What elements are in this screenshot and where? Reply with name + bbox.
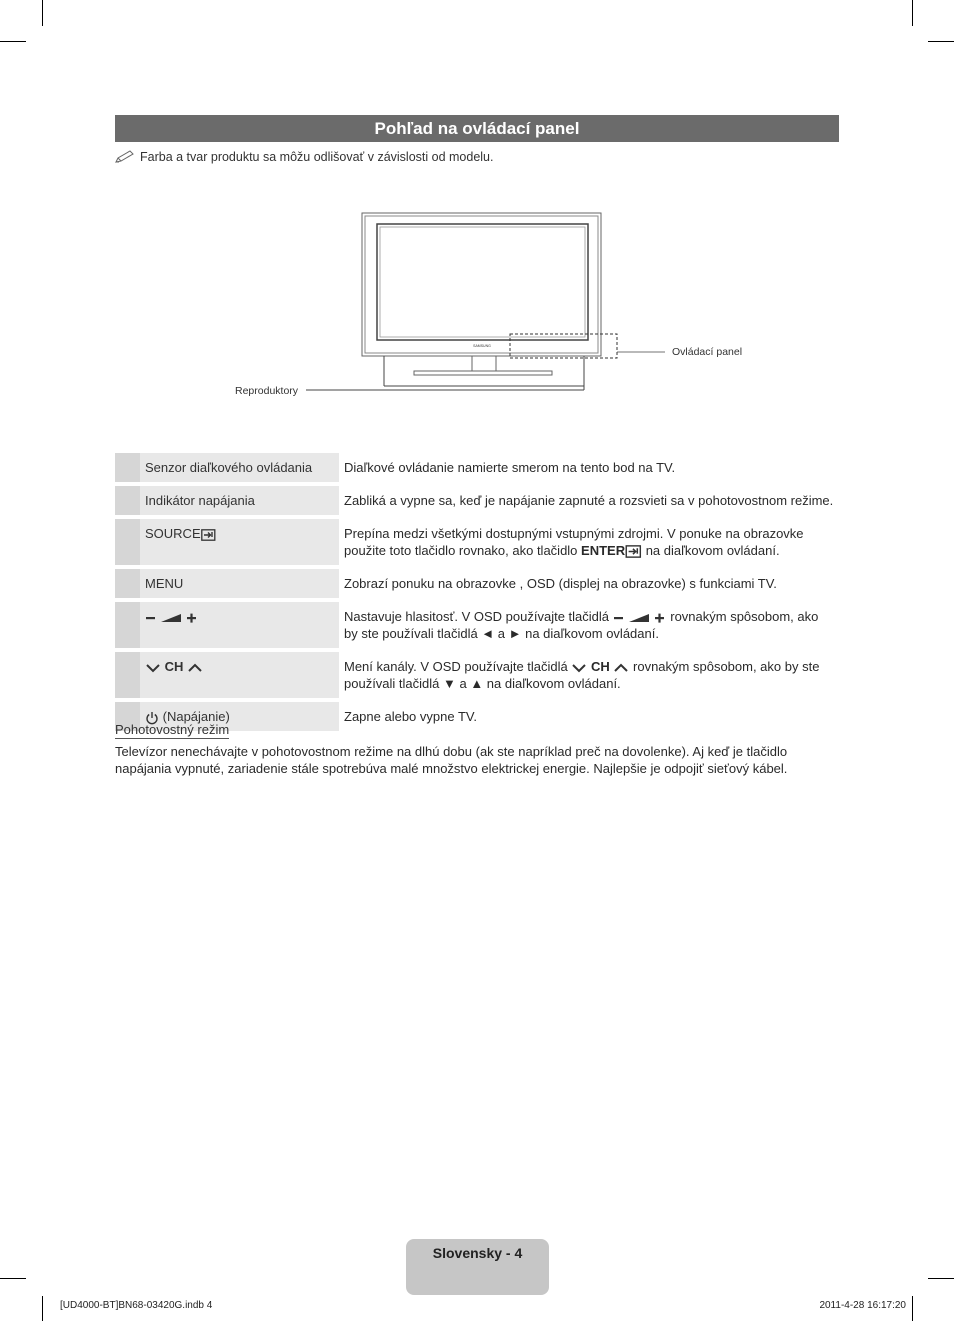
- footer-file: [UD4000-BT]BN68-03420G.indb 4: [60, 1300, 213, 1311]
- crop-mark: [0, 41, 26, 42]
- chevron-up-icon: [613, 662, 629, 674]
- enter-label: ENTER: [581, 543, 626, 558]
- source-icon: [201, 529, 216, 541]
- crop-mark: [912, 0, 913, 26]
- part-desc: Mení kanály. V OSD používajte tlačidlá CH rovnakým spôsobom, ako by ste používali tlačidlá ▼ a ▲ na diaľkovom ovládaní.: [339, 652, 839, 698]
- table-row: [115, 486, 839, 515]
- table-row: [115, 569, 839, 598]
- pencil-icon: [115, 150, 137, 164]
- part-desc: Zapne alebo vypne TV.: [339, 702, 839, 731]
- part-desc: Nastavuje hlasitosť. V OSD používajte tlačidlá rovnakým spôsobom, ako by ste používali tlačidlá ◄ a ► na diaľkovom ovládaní.: [339, 602, 839, 648]
- part-name: (Napájanie): [140, 702, 339, 731]
- part-name: MENU: [140, 569, 339, 598]
- table-row: [115, 602, 839, 648]
- part-name: Indikátor napájania: [140, 486, 339, 515]
- crop-mark: [42, 0, 43, 26]
- part-desc: Diaľkové ovládanie namierte smerom na tento bod na TV.: [339, 453, 839, 482]
- enter-icon: [625, 545, 642, 558]
- standby-heading: Pohotovostný režim: [115, 722, 230, 737]
- control-panel-label: Ovládací panel: [672, 346, 743, 358]
- crop-mark: [42, 1296, 43, 1321]
- crop-mark: [928, 41, 954, 42]
- part-desc: Zobrazí ponuku na obrazovke , OSD (displej na obrazovke) s funkciami TV.: [339, 569, 839, 598]
- source-label: SOURCE: [145, 526, 201, 541]
- part-name: [140, 602, 339, 648]
- ch-label: CH: [164, 659, 184, 674]
- chevron-down-icon: [145, 662, 161, 674]
- standby-text: Televízor nenechávajte v pohotovostnom režime na dlhú dobu (ak ste napríklad preč na dovolenke). Aj keď je tlačidlo napájania vypnuté, zariadenie stále spotrebúva malé množstvo elektrickej energie. Najlepšie je odpojiť sieťový kábel.: [115, 744, 788, 776]
- crop-mark: [928, 1278, 954, 1279]
- volume-icon: [613, 612, 667, 624]
- note-text: Farba a tvar produktu sa môžu odlišovať v závislosti od modelu.: [140, 150, 494, 164]
- table-row: [115, 519, 839, 565]
- page-title: Pohľad na ovládací panel: [115, 115, 839, 142]
- chevron-down-icon: [571, 662, 587, 674]
- part-desc: Prepína medzi všetkými dostupnými vstupnými zdrojmi. V ponuke na obrazovke použite toto tlačidlo rovnako, ako tlačidlo ENTER na diaľkovom ovládaní.: [339, 519, 839, 565]
- speakers-label: Reproduktory: [235, 385, 299, 397]
- tv-diagram: [0, 0, 954, 420]
- part-name: Senzor diaľkového ovládania: [140, 453, 339, 482]
- volume-icon: [145, 612, 199, 624]
- control-panel-table: [115, 449, 839, 735]
- page-number-tab: Slovensky - 4: [406, 1239, 549, 1295]
- part-name: [140, 519, 339, 565]
- part-desc: Zabliká a vypne sa, keď je napájanie zapnuté a rozsvieti sa v pohotovostnom režime.: [339, 486, 839, 515]
- footer-timestamp: 2011-4-28 16:17:20: [819, 1300, 906, 1311]
- brand-logo: SAMSUNG: [473, 344, 491, 348]
- note: [115, 150, 493, 164]
- crop-mark: [0, 1278, 26, 1279]
- table-row: [115, 453, 839, 482]
- part-name: [140, 652, 339, 698]
- table-row: [115, 652, 839, 698]
- chevron-up-icon: [187, 662, 203, 674]
- crop-mark: [912, 1296, 913, 1321]
